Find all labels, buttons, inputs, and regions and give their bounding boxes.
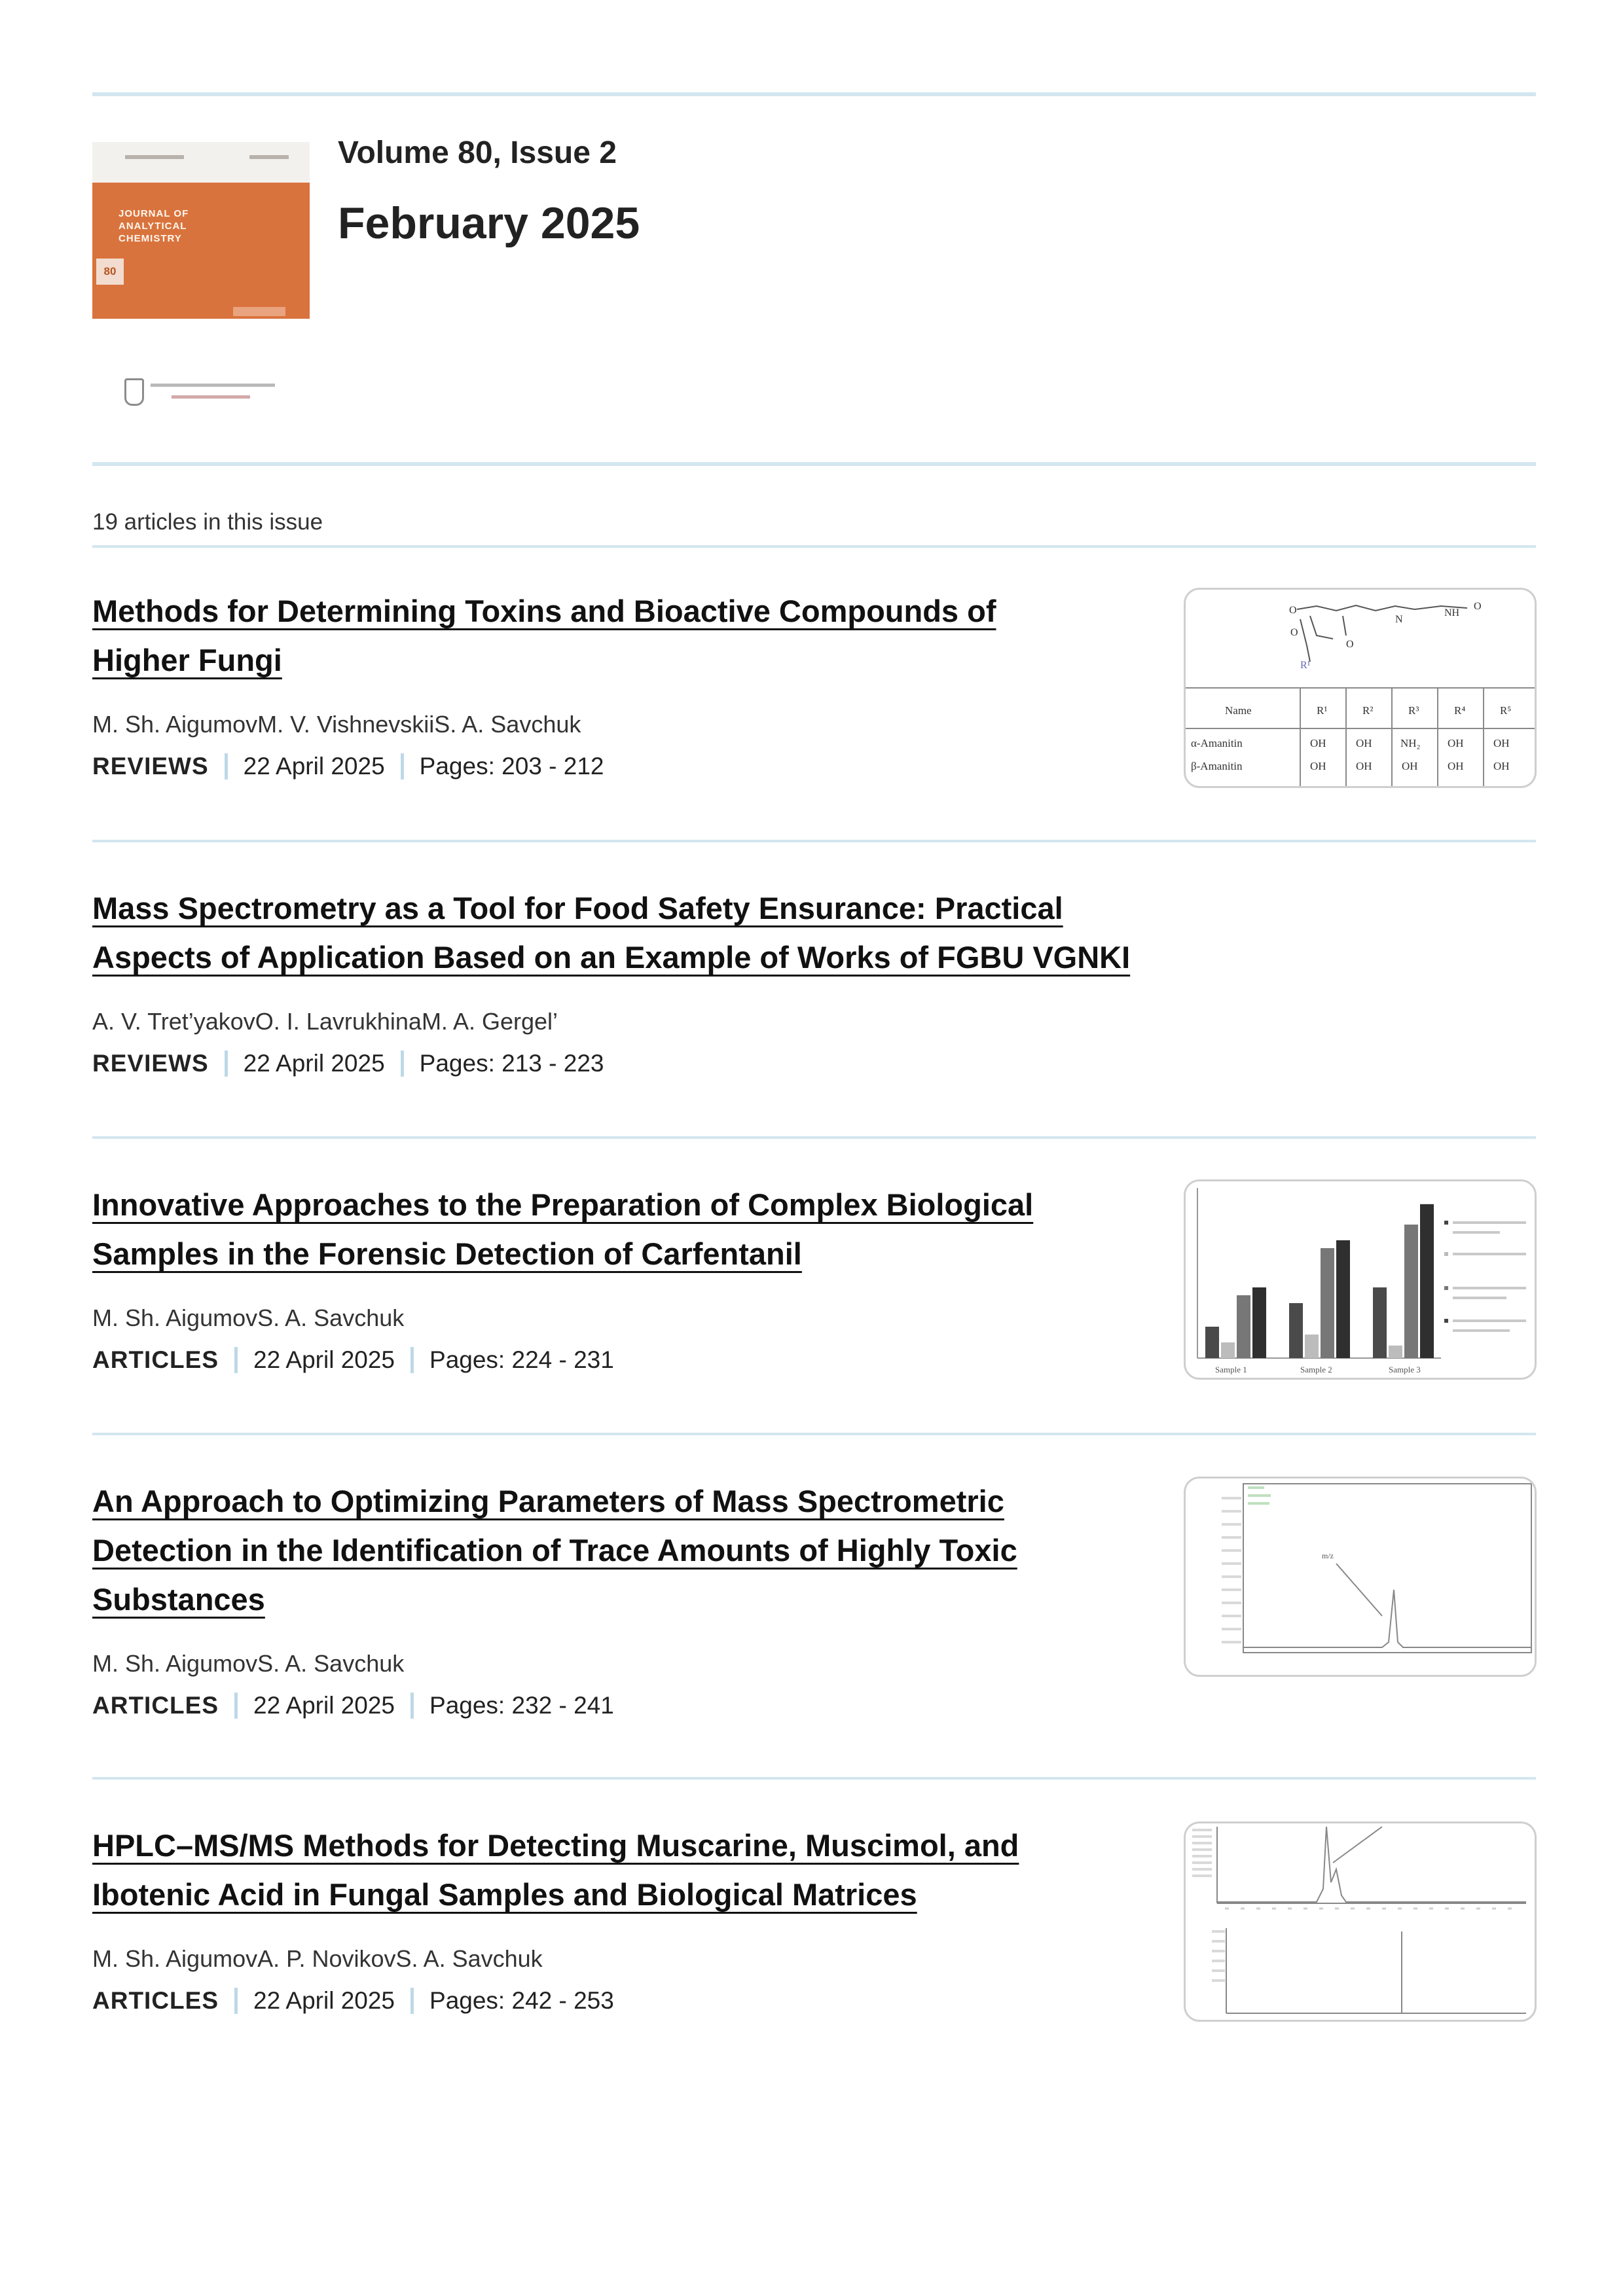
article-meta [92, 1987, 1199, 2015]
svg-text:O: O [1346, 639, 1354, 650]
svg-text:O: O [1474, 601, 1482, 612]
author-link[interactable]: S. A. Savchuk [434, 711, 581, 738]
author-link[interactable]: M. Sh. Aigumov [92, 1945, 258, 1972]
meta-separator [410, 1988, 414, 2014]
author-link[interactable]: O. I. Lavrukhina [255, 1008, 422, 1035]
svg-text:OH: OH [1448, 760, 1464, 772]
svg-text:R³: R³ [1408, 704, 1419, 717]
article-date: 22 April 2025 [243, 1050, 385, 1077]
article-meta [92, 1346, 1199, 1374]
article-item [92, 884, 1199, 1077]
article-type: ARTICLES [92, 1346, 219, 1373]
article-divider [92, 1777, 1536, 1780]
author-link[interactable]: M. A. Gergel’ [421, 1008, 558, 1035]
svg-text:R²: R² [1362, 704, 1374, 717]
svg-text:OH: OH [1402, 760, 1418, 772]
thumbnail-bar [1252, 1287, 1266, 1358]
article-type: REVIEWS [92, 1050, 209, 1077]
publisher-logo [124, 378, 282, 404]
article-pages: Pages: 242 - 253 [429, 1987, 614, 2014]
article-pages: Pages: 213 - 223 [419, 1050, 604, 1077]
svg-text:O: O [1290, 627, 1298, 638]
article-authors [92, 711, 1199, 738]
cover-volume-number: 80 [96, 259, 124, 285]
svg-text:OH: OH [1493, 760, 1510, 772]
svg-text:O: O [1289, 605, 1297, 616]
svg-text:OH: OH [1356, 737, 1372, 749]
svg-text:α-Amanitin: α-Amanitin [1191, 737, 1243, 749]
svg-text:m/z: m/z [1322, 1551, 1334, 1560]
svg-text:N: N [1395, 614, 1403, 625]
header-top-divider [92, 92, 1536, 96]
meta-separator [410, 1347, 414, 1373]
svg-text:R⁴: R⁴ [1454, 704, 1466, 717]
author-link[interactable]: M. Sh. Aigumov [92, 1650, 258, 1677]
svg-text:Sample 3: Sample 3 [1389, 1365, 1421, 1374]
meta-separator [234, 1347, 238, 1373]
list-divider [92, 545, 1536, 548]
article-item [92, 1821, 1199, 2015]
svg-text:NH₂: NH₂ [1400, 737, 1421, 749]
chemical-structure-table-thumbnail[interactable] [1184, 588, 1537, 788]
article-title-link[interactable]: HPLC–MS/MS Methods for Detecting Muscarine, Muscimol, and Ibotenic Acid in Fungal Samples and Biological Matrices [92, 1828, 1019, 1912]
header-bottom-divider [92, 462, 1536, 466]
author-link[interactable]: S. A. Savchuk [395, 1945, 543, 1972]
author-link[interactable]: S. A. Savchuk [257, 1650, 405, 1677]
thumbnail-bar [1373, 1287, 1387, 1358]
article-item [92, 1180, 1199, 1374]
meta-separator [401, 753, 404, 780]
article-item [92, 1477, 1199, 1719]
article-count: 19 articles in this issue [92, 509, 323, 535]
meta-separator [225, 1050, 228, 1077]
thumbnail-bar [1336, 1240, 1350, 1358]
thumbnail-bar [1237, 1295, 1250, 1358]
svg-text:R¹: R¹ [1300, 660, 1311, 671]
thumbnail-bar [1305, 1335, 1319, 1358]
author-link[interactable]: M. Sh. Aigumov [92, 711, 258, 738]
meta-separator [410, 1693, 414, 1719]
meta-separator [234, 1988, 238, 2014]
article-meta [92, 753, 1199, 780]
meta-separator [401, 1050, 404, 1077]
author-link[interactable]: A. V. Tret’yakov [92, 1008, 255, 1035]
article-date: 22 April 2025 [253, 1692, 395, 1719]
article-authors [92, 1008, 1199, 1035]
article-pages: Pages: 224 - 231 [429, 1346, 614, 1373]
chromatogram-thumbnail[interactable] [1184, 1477, 1537, 1677]
mass-spectrum-thumbnail[interactable] [1184, 1821, 1537, 2022]
bar-chart-thumbnail[interactable] [1184, 1179, 1537, 1380]
thumbnail-bar [1420, 1204, 1434, 1358]
article-title-link[interactable]: An Approach to Optimizing Parameters of Mass Spectrometric Detection in the Identification of Trace Amounts of Highly Toxic Substances [92, 1484, 1017, 1617]
article-title-link[interactable]: Innovative Approaches to the Preparation of Complex Biological Samples in the Forensic Detection of Carfentanil [92, 1187, 1034, 1271]
svg-text:OH: OH [1310, 737, 1326, 749]
article-meta [92, 1050, 1199, 1077]
svg-text:NH: NH [1444, 607, 1460, 619]
thumbnail-bar [1289, 1303, 1303, 1358]
issue-date: February 2025 [338, 198, 640, 248]
svg-text:OH: OH [1310, 760, 1326, 772]
article-divider [92, 840, 1536, 842]
thumbnail-bar [1404, 1225, 1418, 1358]
thumbnail-bar [1221, 1342, 1235, 1358]
author-link[interactable]: M. V. Vishnevskii [257, 711, 435, 738]
article-title-link[interactable]: Methods for Determining Toxins and Bioactive Compounds of Higher Fungi [92, 594, 996, 677]
article-divider [92, 1433, 1536, 1435]
svg-text:R¹: R¹ [1317, 704, 1328, 717]
author-link[interactable]: A. P. Novikov [257, 1945, 396, 1972]
article-authors [92, 1304, 1199, 1332]
article-pages: Pages: 232 - 241 [429, 1692, 614, 1719]
issue-volume: Volume 80, Issue 2 [338, 135, 617, 170]
svg-text:OH: OH [1493, 737, 1510, 749]
article-meta [92, 1692, 1199, 1719]
article-date: 22 April 2025 [243, 753, 385, 780]
thumbnail-bar [1389, 1346, 1402, 1358]
journal-cover-image[interactable] [92, 142, 310, 319]
article-date: 22 April 2025 [253, 1987, 395, 2014]
meta-separator [234, 1693, 238, 1719]
svg-text:Sample 1: Sample 1 [1215, 1365, 1247, 1374]
thumbnail-bar [1321, 1248, 1334, 1358]
article-title-link[interactable]: Mass Spectrometry as a Tool for Food Safety Ensurance: Practical Aspects of Application Based on an Example of Works of FGBU VGNKI [92, 891, 1131, 975]
svg-text:OH: OH [1356, 760, 1372, 772]
article-divider [92, 1136, 1536, 1139]
svg-text:β-Amanitin: β-Amanitin [1191, 760, 1243, 772]
article-item [92, 586, 1199, 780]
article-authors [92, 1945, 1199, 1973]
meta-separator [225, 753, 228, 780]
svg-text:OH: OH [1448, 737, 1464, 749]
author-link[interactable]: S. A. Savchuk [257, 1304, 405, 1331]
article-date: 22 April 2025 [253, 1346, 395, 1373]
article-type: ARTICLES [92, 1692, 219, 1719]
article-authors [92, 1650, 1199, 1677]
author-link[interactable]: M. Sh. Aigumov [92, 1304, 258, 1331]
thumbnail-bar [1205, 1327, 1219, 1358]
cover-title: JOURNAL OF ANALYTICAL CHEMISTRY [119, 208, 189, 244]
article-type: ARTICLES [92, 1987, 219, 2014]
svg-text:Name: Name [1225, 704, 1252, 717]
article-type: REVIEWS [92, 753, 209, 780]
article-pages: Pages: 203 - 212 [419, 753, 604, 780]
svg-text:R⁵: R⁵ [1500, 704, 1512, 717]
svg-text:Sample 2: Sample 2 [1300, 1365, 1332, 1374]
